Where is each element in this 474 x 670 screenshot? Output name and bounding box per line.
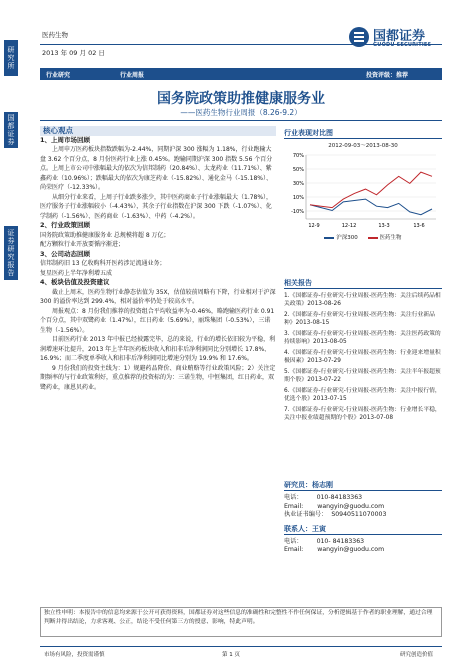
related-report-item[interactable]: 7.《国都证券-行业研究-行业周报-医药生物：行业增长平稳，关注中报业绩超预期的个股》2013-07-08 bbox=[284, 407, 441, 421]
analyst-cert-row bbox=[284, 511, 442, 520]
main-content bbox=[40, 126, 276, 392]
y-tick-label: 10% bbox=[292, 195, 304, 201]
sidebar-label-research: 研究所 bbox=[4, 40, 18, 76]
report-subtitle: ——医药生物行业周报（8.26-9.2） bbox=[180, 108, 302, 117]
heading-policy: 2、行业政策回顾 bbox=[40, 221, 91, 229]
related-title: 相关报告 bbox=[284, 278, 442, 289]
policy-item-1: 国务院政策助推健康服务业 总规模将超 8 万亿； bbox=[40, 231, 170, 239]
rating-label: 投资评级：推荐 bbox=[366, 71, 409, 79]
analyst-email-row bbox=[284, 503, 442, 512]
field-label: 电话： bbox=[284, 537, 303, 545]
y-tick-label: 70% bbox=[292, 153, 304, 159]
analyst-tel-row bbox=[284, 494, 442, 503]
legend-label: 医药生物 bbox=[379, 235, 402, 241]
report-date: 2013 年 09 月 02 日 bbox=[42, 49, 105, 57]
chart-legend bbox=[284, 233, 442, 241]
para-weekly-view: 周报观点：8 月份我们推荐的投资组合平均收益率为-0.46%，略跑输医药行业 0.91 个百分点，其中双鹭药业（1.47%），红日药业（5.69%），丽珠集团（-0.53%），三诺生物（-1.56%）。 bbox=[40, 307, 275, 334]
field-label: 电话： bbox=[284, 494, 303, 501]
related-reports bbox=[284, 278, 442, 422]
report-title: 国务院政策助推健康服务业 bbox=[157, 91, 325, 107]
logo-text-cn: 国都证券 bbox=[373, 29, 426, 44]
disclaimer-box: 独立性申明：本报告中的信息均来源于公开可获得资料，国都证券对这些信息的准确性和完整性不作任何保证，分析逻辑基于作者的职业理解，通过合理判断并得出结论，力求客观、公正，结论不受任何第三方的授意、影响，特此声明。 bbox=[40, 607, 442, 637]
contact-head: 联系人：王寅 bbox=[284, 524, 442, 535]
chart-date-range: 2012-09-03～2013-08-30 bbox=[328, 143, 398, 149]
heading-valuation: 4、板块估值及投资建议 bbox=[40, 278, 110, 286]
heading-company: 3、公司动态回顾 bbox=[40, 249, 91, 258]
left-sidebar bbox=[0, 0, 22, 670]
field-label: Email: bbox=[284, 502, 304, 510]
x-tick-label: 12-12 bbox=[341, 223, 357, 229]
legend-hs300 bbox=[324, 233, 357, 241]
x-tick-label: 13-6 bbox=[413, 223, 425, 229]
performance-chart bbox=[284, 149, 442, 233]
logo-text-en: GUODU SECURITIES bbox=[373, 42, 432, 48]
sidebar-label-company: 国都证券 bbox=[4, 112, 18, 148]
footer-risk-note: 市场有风险，投资需谨慎 bbox=[44, 652, 105, 658]
footer-slogan: 研究创造价值 bbox=[400, 652, 434, 658]
analyst-tel: 010-84183363 bbox=[316, 494, 363, 501]
legend-label: 沪深300 bbox=[336, 235, 358, 241]
company-item-1: 信邦制药旧 13 亿收购科开医药涉足流通业务； bbox=[40, 260, 166, 267]
para-midyear: 目前医药行业 2013 年中报已经披露完毕，总的来说，行业的增长依旧较为平稳，利润增速环比提升，2013 年上半年医药板块收入和扣非后净利润同比分别增长 17.8%、16.9%；而二季度单季收入和扣非后净利润同比增速分别为 19.9% 和 17.6%。 bbox=[40, 336, 276, 362]
company-item-2: 复星医药上半年净利增五成 bbox=[40, 269, 113, 277]
logo-mark-icon bbox=[348, 26, 370, 48]
related-report-item[interactable]: 5.《国都证券-行业研究-行业周报-医药生物：关注半年报超预期个股》2013-07-22 bbox=[284, 369, 441, 383]
contact-tel-row bbox=[284, 538, 442, 547]
heading-market-review: 1、上周市场回顾 bbox=[40, 135, 91, 144]
legend-pharma bbox=[368, 233, 402, 241]
analyst-head: 研究员：杨志刚 bbox=[284, 480, 442, 491]
legend-swatch bbox=[368, 237, 378, 239]
para-subsector: 从细分行业来看，上周子行业跌多涨少，其中医药商业子行业涨幅最大（1.78%），医疗服务子行业涨幅较小（-4.43%），其余子行业指数在沪深 300 下跌（-1.07%）、化学制药（-1.56%）、医药商业（-1.63%）、中药（-4.2%）。 bbox=[40, 193, 273, 220]
footer-rule bbox=[40, 646, 442, 647]
y-tick-label: -10% bbox=[291, 209, 304, 215]
bar-label-industry-research: 行业研究 bbox=[46, 71, 71, 79]
analyst-info bbox=[284, 480, 442, 555]
legend-swatch bbox=[324, 237, 334, 239]
section-core-view: 核心观点 bbox=[40, 126, 276, 136]
related-report-item[interactable]: 6.《国都证券-行业研究-行业周报-医药生物：关注中报行情，优选个股》2013-07-15 bbox=[284, 388, 441, 402]
analyst-email[interactable]: wangyin@guodu.com bbox=[317, 502, 385, 510]
contact-email-row bbox=[284, 546, 442, 555]
chart-panel bbox=[284, 128, 442, 241]
related-report-item[interactable]: 1.《国都证券-行业研究-行业周报-医药生物：关注后续药品相关政策》2013-08-26 bbox=[284, 293, 441, 307]
x-tick-label: 12-9 bbox=[308, 223, 320, 229]
chart-title: 行业表现对比图 bbox=[284, 128, 442, 139]
y-tick-label: 50% bbox=[292, 167, 304, 173]
analyst-cert: S0940511070003 bbox=[331, 511, 387, 518]
contact-tel: 010- 84183363 bbox=[316, 537, 365, 545]
related-report-item[interactable]: 3.《国都证券-行业研究-行业周报-医药生物：关注医药政策的持续影响》2013-08-05 bbox=[284, 331, 441, 345]
field-label: Email: bbox=[284, 546, 304, 553]
para-valuation: 截止上周末，医药生物行业静态估值为 35X，估值较前周略有下降，行业相对于沪深 300 的溢价率达到 299.4%，相对溢价率仍处于较高水平。 bbox=[40, 288, 276, 305]
title-rule bbox=[40, 120, 442, 121]
report-type-bar bbox=[40, 68, 442, 80]
field-label: 执业证书编号： bbox=[284, 511, 328, 518]
sidebar-label-report: 证券研究报告 bbox=[4, 226, 18, 280]
para-market-review: 上周申万医药板块指数跌幅为-2.44%，同期沪深 300 涨幅为 1.18%，行业跑输大盘 3.62 个百分点，8 月份医药行业上涨 0.45%。跑输同期沪深 300 指数 5.56 个百分点。上周上市公司中涨幅最大的依次为信邦制药（20.84%）、太龙药业（11.71%）、紫鑫药业（10.96%）；跌幅最大的依次为康芝药业（-15.82%）、通化金马（-15.18%）、尚荣医疗（-12.33%）。 bbox=[40, 146, 273, 191]
bar-label-weekly: 行业周报 bbox=[120, 71, 145, 79]
y-tick-label: 30% bbox=[292, 181, 304, 187]
page-number: 第 1 页 bbox=[222, 652, 240, 658]
x-tick-label: 13-3 bbox=[378, 223, 390, 229]
company-logo bbox=[348, 24, 444, 52]
industry-label: 医药生物 bbox=[42, 31, 68, 39]
contact-email[interactable]: wangyin@guodu.com bbox=[317, 546, 385, 553]
related-report-item[interactable]: 4.《国都证券-行业研究-行业周报-医药生物：行业迎来增量积极因素》2013-07-29 bbox=[284, 350, 441, 364]
related-report-item[interactable]: 2.《国都证券-行业研究-行业周报-医药生物：关注行业新品种》2013-08-15 bbox=[284, 312, 435, 326]
para-september: 9 月份我们的投资主线为：1）规避药品降价、商业贿赂等行业政策风险；2）关注定期频率的与行业政策利好，重点推荐的投资标的为：三诺生物，中恒集团，红日药业，双鹭药业，康恩贝药业。 bbox=[40, 364, 276, 391]
policy-item-2: 配方颗粒行业开放要循序渐进； bbox=[40, 241, 125, 248]
